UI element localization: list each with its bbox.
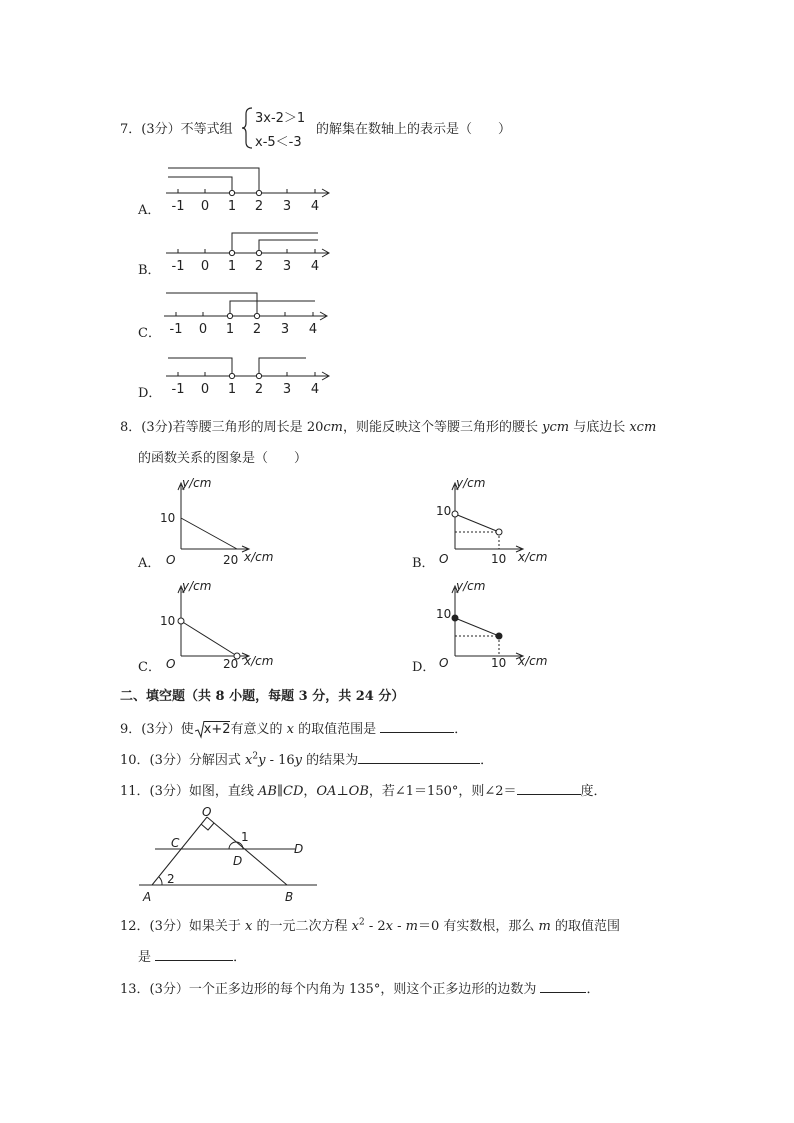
tick: 2 — [254, 382, 264, 397]
tick: 3 — [282, 382, 292, 397]
tick: -1 — [171, 199, 185, 214]
q8-option-d-label[interactable]: D． — [412, 660, 436, 675]
q8-option-a-label[interactable]: A． — [138, 556, 161, 571]
q7-prefix: 7．(3分）不等式组 — [120, 122, 233, 137]
svg-text:C: C — [171, 836, 180, 850]
tick: 2 — [252, 322, 262, 337]
q7-option-c-numberline — [158, 283, 333, 339]
svg-text:10: 10 — [491, 552, 507, 566]
svg-text:y/cm: y/cm — [182, 579, 212, 593]
q10-answer-blank[interactable] — [358, 751, 480, 764]
svg-text:B: B — [285, 890, 294, 904]
svg-text:x/cm: x/cm — [518, 654, 548, 668]
svg-text:O: O — [202, 805, 212, 819]
svg-text:20: 20 — [223, 657, 239, 671]
inequality-1: 3x-2＞1 — [255, 111, 306, 126]
svg-text:10: 10 — [436, 504, 452, 518]
svg-text:20: 20 — [223, 553, 239, 567]
svg-text:O: O — [439, 552, 449, 566]
q8-option-d-graph — [434, 578, 554, 673]
tick: -1 — [171, 259, 185, 274]
svg-text:A: A — [143, 890, 152, 904]
question-11: 11．(3分）如图，直线 AB∥CD，OA⊥OB，若∠1＝150°，则∠2＝ 度． — [120, 784, 607, 799]
svg-text:10: 10 — [160, 511, 176, 525]
question-13: 13．(3分）一个正多边形的每个内角为 135°，则这个正多边形的边数为 ． — [120, 982, 600, 997]
svg-text:1: 1 — [241, 830, 249, 844]
question-10: 10．(3分）分解因式 $x^2y - 16y$ 的结果为 ． — [120, 751, 494, 768]
q8-option-c-label[interactable]: C． — [138, 660, 161, 675]
q7-option-d-label[interactable]: D． — [138, 386, 162, 401]
tick: 0 — [200, 382, 210, 397]
tick: 0 — [200, 199, 210, 214]
question-12-line-1: 12．(3分）如果关于 x 的一元二次方程 $x^2 - 2x - m=0$ 有实数根，那么 m 的取值范围 — [120, 917, 621, 934]
svg-text:y/cm: y/cm — [182, 476, 212, 490]
svg-text:y/cm: y/cm — [456, 476, 486, 490]
svg-text:10: 10 — [160, 614, 176, 628]
tick: 1 — [227, 382, 237, 397]
question-9: 9．(3分）使 x+2有意义的 x 的取值范围是 ． — [120, 722, 468, 737]
svg-text:O: O — [166, 553, 176, 567]
q8-option-c-graph — [160, 578, 280, 673]
tick: 4 — [310, 382, 320, 397]
question-8-line-2: 的函数关系的图象是（ ） — [138, 451, 308, 466]
q12-answer-blank[interactable] — [155, 948, 233, 961]
svg-text:x/cm: x/cm — [518, 550, 548, 564]
svg-text:O: O — [166, 657, 176, 671]
q9-answer-blank[interactable] — [380, 720, 454, 733]
svg-text:x/cm: x/cm — [244, 654, 274, 668]
q7-option-c-label[interactable]: C． — [138, 326, 161, 341]
section-2-heading: 二、填空题（共 8 小题，每题 3 分，共 24 分） — [120, 689, 405, 704]
question-7 — [120, 118, 233, 137]
tick: 4 — [310, 199, 320, 214]
svg-text:10: 10 — [436, 607, 452, 621]
tick: 2 — [254, 259, 264, 274]
tick: 1 — [225, 322, 235, 337]
q7-option-d-numberline — [160, 343, 335, 399]
q8-option-b-graph — [434, 475, 554, 570]
question-12-line-2: 是 ． — [138, 950, 247, 965]
svg-text:y/cm: y/cm — [456, 579, 486, 593]
tick: 3 — [282, 259, 292, 274]
q7-suffix: 的解集在数轴上的表示是（ ） — [316, 122, 512, 137]
tick: 4 — [308, 322, 318, 337]
tick: -1 — [171, 382, 185, 397]
q8-option-b-label[interactable]: B． — [412, 556, 435, 571]
tick: 3 — [282, 199, 292, 214]
tick: 1 — [227, 199, 237, 214]
svg-text:D: D — [294, 842, 304, 856]
tick: 0 — [200, 259, 210, 274]
q13-answer-blank[interactable] — [540, 980, 586, 993]
svg-text:x/cm: x/cm — [244, 550, 274, 564]
tick: 0 — [198, 322, 208, 337]
q7-option-a-numberline — [160, 160, 335, 216]
tick: -1 — [169, 322, 183, 337]
svg-text:10: 10 — [491, 656, 507, 670]
tick: 3 — [280, 322, 290, 337]
q7-option-b-numberline — [160, 220, 335, 276]
q7-option-b-label[interactable]: B． — [138, 263, 161, 278]
inequality-2: x-5＜-3 — [255, 135, 302, 150]
svg-text:2: 2 — [167, 872, 175, 886]
svg-text:D: D — [233, 854, 243, 868]
q11-figure — [135, 805, 325, 905]
tick: 4 — [310, 259, 320, 274]
q8-option-a-graph — [160, 475, 280, 570]
q11-answer-blank[interactable] — [517, 782, 581, 795]
tick: 1 — [227, 259, 237, 274]
question-8-line-1: 8．(3分)若等腰三角形的周长是 20cm，则能反映这个等腰三角形的腰长 ycm 与底边长 xcm — [120, 420, 657, 435]
svg-text:O: O — [439, 656, 449, 670]
tick: 2 — [254, 199, 264, 214]
q7-option-a-label[interactable]: A． — [138, 203, 161, 218]
system-brace — [240, 106, 256, 150]
